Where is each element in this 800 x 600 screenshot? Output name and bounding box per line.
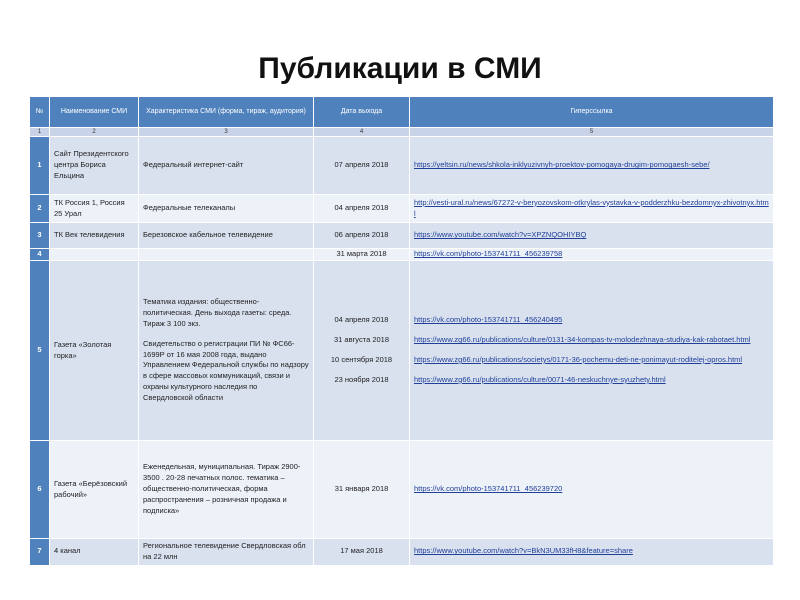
row-number: 4 (30, 249, 50, 261)
hyperlink[interactable]: https://vk.com/photo-153741711_456240495 (414, 315, 563, 325)
hyperlink[interactable]: https://yeltsin.ru/news/shkola-inklyuzivnyh-proektov-pomogaya-drugim-pomogaesh-sebe/ (414, 160, 710, 170)
media-name: 4 канал (50, 539, 139, 566)
media-name: Газета «Берёзовский рабочий» (50, 441, 139, 539)
release-date: 10 сентября 2018 (330, 355, 393, 364)
table-row (30, 441, 774, 539)
row-number: 1 (30, 137, 50, 195)
col-number: 3 (139, 128, 314, 137)
characteristics-paragraph: Тематика издания: общественно-политическая. День выхода газеты: среда. Тираж 3 100 экз. (143, 297, 292, 328)
col-number: 5 (410, 128, 774, 137)
publications-table (29, 96, 774, 566)
col-header-characteristics: Характеристика СМИ (форма, тираж, аудитория) (139, 97, 314, 128)
media-characteristics (139, 261, 314, 441)
media-characteristics: Еженедельная, муниципальная. Тираж 2900-3500 . 20-28 печатных полос. тематика – общественно-политическая, форма распространения – розничная продажа и подписка» (139, 441, 314, 539)
release-date: 31 марта 2018 (314, 249, 410, 261)
hyperlink[interactable]: http://vesti-ural.ru/news/67272-v-beryozovskom-otkrylas-vystavka-v-podderzhku-bezdomnyx-zhivotnyx.html (414, 197, 769, 218)
table-row (30, 539, 774, 566)
hyperlink[interactable]: https://www.youtube.com/watch?v=XPZNQOHIYBQ (414, 230, 587, 240)
row-number: 5 (30, 261, 50, 441)
media-name: ТК Век телевидения (50, 223, 139, 249)
hyperlink[interactable]: https://www.youtube.com/watch?v=BkN3UM33fH8&feature=share (414, 546, 633, 556)
release-date: 17 мая 2018 (314, 539, 410, 566)
table-row (30, 195, 774, 223)
media-name: Газета «Золотая горка» (50, 261, 139, 441)
media-name: ТК Россия 1, Россия 25 Урал (50, 195, 139, 223)
row-number: 7 (30, 539, 50, 566)
release-date: 23 ноября 2018 (334, 374, 389, 384)
media-characteristics: Федеральный интернет-сайт (139, 137, 314, 195)
col-number: 1 (30, 128, 50, 137)
col-number: 2 (50, 128, 139, 137)
row-number: 6 (30, 441, 50, 539)
characteristics-paragraph: Свидетельство о регистрации ПИ № ФС66-1699Р от 16 мая 2008 года, выдано Управлением Федеральной службы по надзору в сфере массовых коммуникаций, связи и охраны культурного наследия по Свердловской области (143, 338, 309, 403)
col-header-name: Наименование СМИ (50, 97, 139, 128)
row-number: 2 (30, 195, 50, 223)
hyperlink[interactable]: https://vk.com/photo-153741711_456239720 (414, 484, 563, 494)
release-date: 31 августа 2018 (333, 335, 390, 345)
media-name (50, 249, 139, 261)
release-dates (314, 261, 410, 441)
media-characteristics (139, 249, 314, 261)
hyperlink[interactable]: https://vk.com/photo-153741711_456239758 (414, 249, 563, 259)
release-date: 06 апреля 2018 (314, 223, 410, 249)
table-row (30, 137, 774, 195)
hyperlink[interactable]: https://www.zg66.ru/publications/culture/0071-46-neskuchnye-syuzhety.html (414, 374, 666, 384)
table-row (30, 249, 774, 261)
release-date: 04 апреля 2018 (314, 195, 410, 223)
release-date: 31 января 2018 (314, 441, 410, 539)
col-header-link: Гиперссылка (410, 97, 774, 128)
media-characteristics: Региональное телевидение Свердловская обл на 22 млн (139, 539, 314, 566)
hyperlink[interactable]: https://www.zg66.ru/publications/culture/0131-34-kompas-tv-molodezhnaya-studiya-kak-rabotaet.html (414, 335, 751, 345)
table-row (30, 223, 774, 249)
release-date: 07 апреля 2018 (314, 137, 410, 195)
hyperlinks (410, 261, 774, 441)
table-row (30, 261, 774, 441)
col-header-date: Дата выхода (314, 97, 410, 128)
col-number: 4 (314, 128, 410, 137)
header-row (30, 97, 774, 128)
col-header-num: № (30, 97, 50, 128)
page-title: Публикации в СМИ (258, 52, 542, 85)
release-date: 04 апреля 2018 (334, 315, 389, 325)
hyperlink[interactable]: https://www.zg66.ru/publications/societys/0171-36-pochemu-deti-ne-ponimayut-roditelej-opros.html (414, 355, 743, 364)
column-number-row (30, 128, 774, 137)
row-number: 3 (30, 223, 50, 249)
media-characteristics: Федеральные телеканалы (139, 195, 314, 223)
media-name: Сайт Президентского центра Бориса Ельцина (50, 137, 139, 195)
media-characteristics: Березовское кабельное телевидение (139, 223, 314, 249)
